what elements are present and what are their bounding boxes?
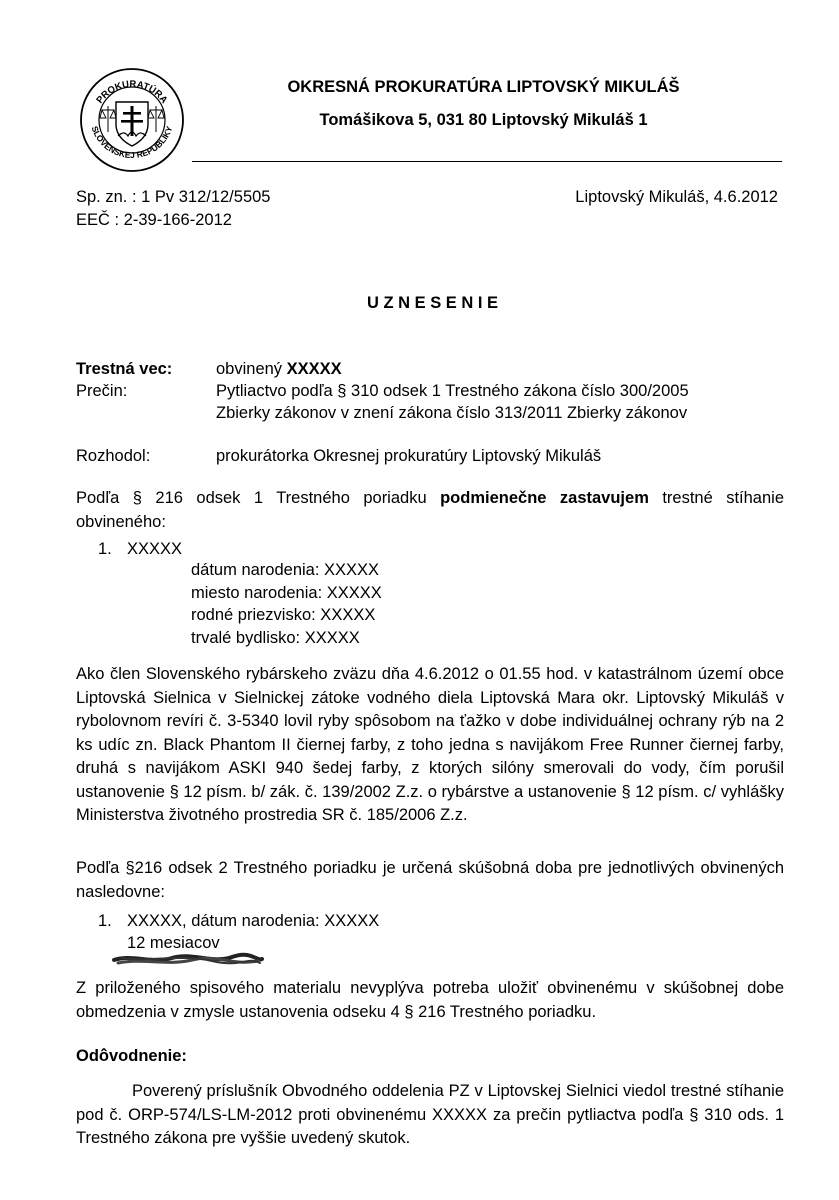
precin-line-2: Zbierky zákonov v znení zákona číslo 313/2011 Zbierky zákonov	[216, 404, 688, 422]
accused-field: rodné priezvisko: XXXXX	[191, 606, 376, 624]
probation-period: 12 mesiacov	[127, 934, 220, 952]
rozhodol-value: prokurátorka Okresnej prokuratúry Liptovský Mikuláš	[216, 447, 602, 465]
facts-paragraph: Ako člen Slovenského rybárskeho zväzu dňa 4.6.2012 o 01.55 hod. v katastrálnom území obce Liptovská Sielnica v Sielnickej zátoke vodného diela Liptovská Mara okr. Liptovský Mikuláš v rybolovnom revíri č. 3-5340 lovil ryby spôsobom na ťažko v dobe individuálnej ochrany rýb na 2 ks udíc zn. Black Phantom II čiernej farby, z toho jedna s navijákom Free Runner čiernej farby, druhá s navijákom ASKI 940 šedej farby, z ktorých silóny smerovali do vody, čím porušil ustanovenie § 12 písm. b/ zák. č. 139/2002 Z.z. o rybárstve a ustanovenie § 12 písm. c/ vyhlášky Ministerstva životného prostredia SR č. 185/2006 Z.z.	[76, 665, 784, 824]
probation-number: 1.	[98, 912, 112, 930]
rozhodol-label: Rozhodol:	[76, 447, 151, 465]
trestna-vec-label: Trestná vec:	[76, 360, 173, 378]
svg-text:PROKURATÚRA: PROKURATÚRA	[94, 78, 170, 106]
reasoning-heading: Odôvodnenie:	[76, 1047, 187, 1065]
case-number: Sp. zn. : 1 Pv 312/12/5505	[76, 188, 271, 206]
place-date: Liptovský Mikuláš, 4.6.2012	[575, 188, 778, 206]
precin-line-1: Pytliactvo podľa § 310 odsek 1 Trestného zákona číslo 300/2005	[216, 382, 689, 400]
restriction-paragraph: Z priloženého spisového materialu nevyplýva potreba uložiť obvinenému v skúšobnej dobe obmedzenia v zmysle ustanovenia odseku 4 § 216 Trestného poriadku.	[76, 979, 784, 1021]
document-title: U Z N E S E N I E	[366, 294, 499, 312]
redaction-scribble	[112, 948, 264, 972]
accused-field: miesto narodenia: XXXXX	[191, 584, 382, 602]
header-divider	[192, 161, 782, 162]
trestna-vec-value: obvinený XXXXX	[216, 360, 342, 378]
accused-field: dátum narodenia: XXXXX	[191, 561, 380, 579]
accused-name: XXXXX	[127, 540, 183, 558]
svg-text:SLOVENSKEJ REPUBLIKY: SLOVENSKEJ REPUBLIKY	[89, 124, 175, 161]
reasoning-paragraph: Poverený príslušník Obvodného oddelenia PZ v Liptovskej Sielnici viedol trestné stíhanie pod č. ORP-574/LS-LM-2012 proti obvinenému XXXXX za prečin pytliactva podľa § 310 ods. 1 Trestného zákona pre vyššie uvedený skutok.	[76, 1082, 784, 1147]
office-address: Tomášikova 5, 031 80 Liptovský Mikuláš 1	[319, 111, 648, 129]
probation-intro: Podľa §216 odsek 2 Trestného poriadku je určená skúšobná doba pre jednotlivých obvinených nasledovne:	[76, 859, 784, 901]
precin-label: Prečin:	[76, 382, 128, 400]
decision-paragraph: Podľa § 216 odsek 1 Trestného poriadku podmienečne zastavujem trestné stíhanie obvineného:	[76, 489, 785, 531]
office-name: OKRESNÁ PROKURATÚRA LIPTOVSKÝ MIKULÁŠ	[287, 78, 680, 96]
probation-entry: XXXXX, dátum narodenia: XXXXX	[127, 912, 380, 930]
eec-number: EEČ : 2-39-166-2012	[76, 211, 232, 229]
accused-field: trvalé bydlisko: XXXXX	[191, 629, 360, 647]
accused-number: 1.	[98, 540, 112, 558]
